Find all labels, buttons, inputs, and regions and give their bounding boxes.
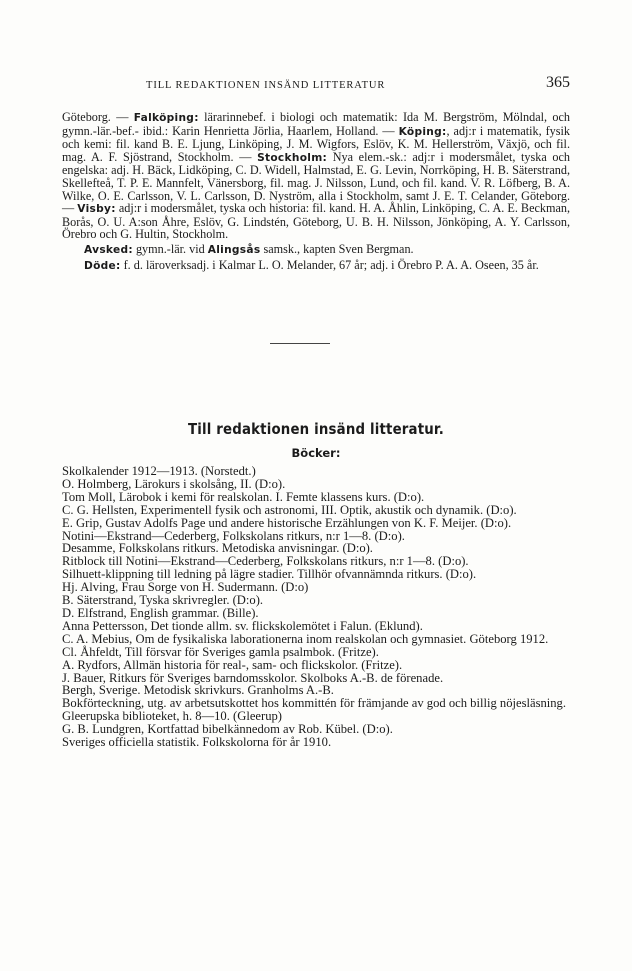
text-run: , adj:r i matematik, fysik och kemi: fil. kand B. E. Ljung, Linköping, J. M. Wigfors, Eslöv, K. M. Hellerström, Växjö, och fil. mag. A. F. Sjöstrand, Stockholm. — (62, 123, 570, 164)
page-number: 365 (546, 74, 570, 91)
bold-label: Döde: (84, 259, 121, 272)
book-entry: D. Elfstrand, English grammar. (Bille). (62, 605, 259, 620)
running-title: TILL REDAKTIONEN INSÄND LITTERATUR (146, 80, 386, 91)
appointments-notices (62, 111, 570, 272)
book-entry: Silhuett-klippning till ledning på lägre stadier. Tillhör ofvannämnda ritkurs. (D:o). (62, 567, 477, 582)
book-entry: O. Holmberg, Lärokurs i skolsång, II. (D:o). (62, 476, 286, 491)
bold-label: Alingsås (207, 243, 261, 256)
bold-label: Stockholm: (257, 151, 328, 164)
text-run: samsk., kapten Sven Bergman. (260, 241, 414, 256)
book-entry: Gleerupska biblioteket, h. 8—10. (Gleerup) (62, 709, 282, 724)
section-subtitle: Böcker: (291, 446, 341, 460)
running-header (62, 74, 570, 100)
book-entry: Sveriges officiella statistik. Folkskolorna för år 1910. (62, 735, 332, 750)
text-run: f. d. läroverksadj. i Kalmar L. O. Melander, 67 år; adj. i Örebro P. A. A. Oseen, 35 år. (120, 257, 539, 272)
book-entry: C. A. Mebius, Om de fysikaliska laborationerna inom realskolan och gymnasiet. Göteborg 1912. (62, 631, 549, 646)
bold-label: Avsked: (84, 243, 133, 256)
book-list (62, 465, 570, 749)
book-entry: Hj. Alving, Frau Sorge von H. Sudermann. (D:o) (62, 580, 309, 595)
obituary-paragraph (62, 259, 570, 273)
book-entry: Anna Pettersson, Det tionde allm. sv. flickskolemötet i Falun. (Eklund). (62, 618, 423, 633)
text-run: Nya elem.-sk.: adj:r i modersmålet, tyska och engelska: adj. H. Bäck, Lidköping, C. D. Widell, Halmstad, E. G. Levin, Norrköping, H. B. Säterstrand, Skellefteå, T. P. E. Mannfelt, Vänersborg, fil. mag. J. Nilsson, Lund, och fil. kand. V. R. Löfberg, B. A. Wilke, O. E. Carlsson, V. L. Carlsson, D. Nyström, alla i Stockholm, samt J. E. T. Celander, Göteborg. — (62, 149, 570, 216)
bold-label: Visby: (77, 203, 116, 216)
book-entry: Notini—Ekstrand—Cederberg, Folkskolans ritkurs, n:r 1—8. (D:o). (62, 528, 405, 543)
book-entry: Bokförteckning, utg. av arbetsutskottet hos kommittén för främjande av god och billig nöjesläsning. (62, 696, 567, 711)
resignation-paragraph (62, 243, 570, 257)
text-run: lärarinnebef. i biologi och matematik: Ida M. Bergström, Mölndal, och gymn.-lär.-bef.- ibid.: Karin Henrietta Jörlia, Haarlem, Holland. — (62, 110, 570, 138)
book-entry: J. Bauer, Ritkurs för Sveriges barndomsskolor. Skolboks A.-B. de förenade. (62, 670, 444, 685)
text-run: adj:r i modersmålet, tyska och historia: fil. kand. H. A. Åhlin, Linköping, C. A. E. Beckman, Borås, O. U. A:son Åhre, Eslöv, G. Lindstén, Göteborg, U. B. H. Nilsson, Jönköping, A. Y. Carlsson, Örebro och G. Hultin, Stockholm. (62, 201, 571, 242)
book-entry: C. G. Hellsten, Experimentell fysik och astronomi, III. Optik, akustik och dynamik. (D:o). (62, 502, 517, 517)
section-title: Till redaktionen insänd litteratur. (187, 420, 444, 438)
bold-label: Falköping: (133, 112, 199, 124)
bold-label: Köping: (398, 125, 447, 138)
text-run: gymn.-lär. vid (132, 241, 208, 256)
appointments-paragraph (62, 111, 570, 241)
book-entry: E. Grip, Gustav Adolfs Page und andere historische Erzählungen von K. F. Meijer. (D:o). (62, 515, 512, 530)
text-run: Göteborg. — (62, 110, 134, 124)
book-entry: A. Rydfors, Allmän historia för real-, sam- och flickskolor. (Fritze). (62, 657, 403, 672)
book-entry: Cl. Åhfeldt, Till försvar för Sveriges gamla psalmbok. (Fritze). (62, 644, 379, 659)
book-entry: B. Säterstrand, Tyska skrivregler. (D:o). (62, 593, 264, 608)
section-divider (270, 343, 330, 344)
book-entry: Desamme, Folkskolans ritkurs. Metodiska anvisningar. (D:o). (62, 541, 373, 556)
book-entry: Tom Moll, Lärobok i kemi för realskolan. I. Femte klassens kurs. (D:o). (62, 489, 425, 504)
book-entry: G. B. Lundgren, Kortfattad bibelkännedom av Rob. Kübel. (D:o). (62, 722, 393, 737)
book-entry: Bergh, Sverige. Metodisk skrivkurs. Granholms A.-B. (62, 683, 334, 698)
book-entry: Skolkalender 1912—1913. (Norstedt.) (62, 464, 256, 478)
book-entry: Ritblock till Notini—Ekstrand—Cederberg, Folkskolans ritkurs, n:r 1—8. (D:o). (62, 554, 469, 569)
